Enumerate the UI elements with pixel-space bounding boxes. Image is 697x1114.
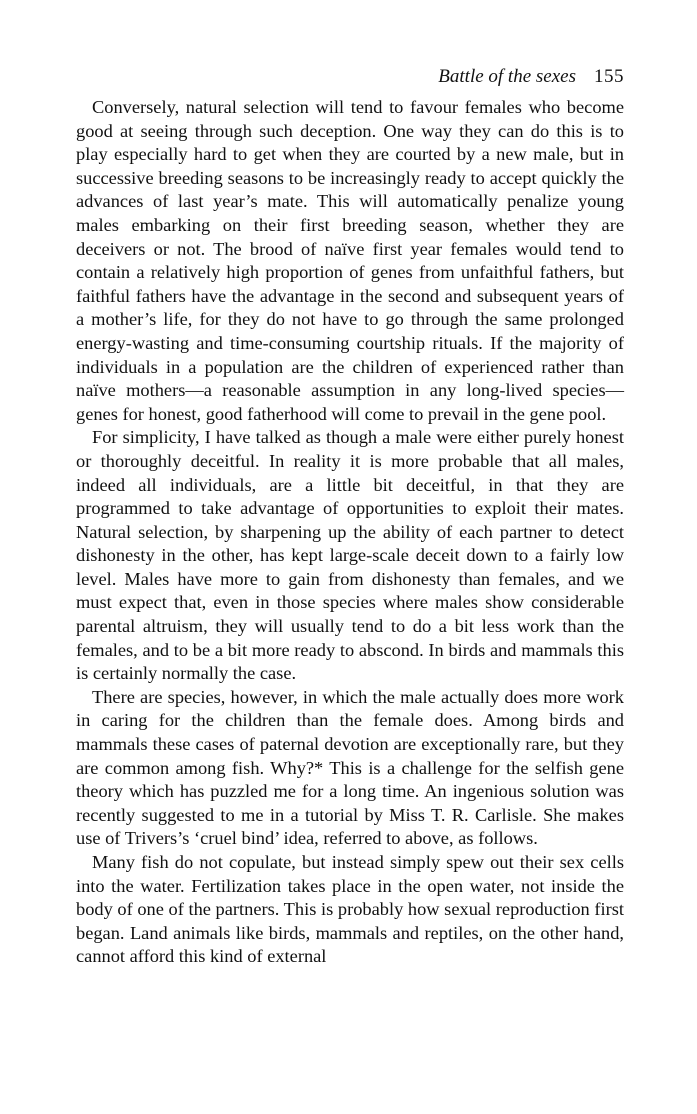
running-title: Battle of the sexes [438, 66, 576, 87]
paragraph: There are species, however, in which the male actually does more work in caring for the children than the female does. Among birds and mammals these cases of paternal devotion are exceptionally rare, but they are common among fish. Why?* This is a challenge for the selfish gene theory which has puzzled me for a long time. An ingenious solution was recently suggested to me in a tutorial by Miss T. R. Carlisle. She makes use of Trivers’s ‘cruel bind’ idea, referred to above, as follows. [76, 686, 624, 849]
paragraph: Conversely, natural selection will tend to favour females who become good at seeing through such deception. One way they can do this is to play especially hard to get when they are courted by a new male, but in successive breeding seasons to be increasingly ready to accept quickly the advances of last year’s mate. This will automatically penalize young males embarking on their first breeding season, whether they are deceivers or not. The brood of naïve first year females would tend to contain a relatively high proportion of genes from unfaithful fathers, but faithful fathers have the advantage in the second and subsequent years of a mother’s life, for they do not have to go through the same prolonged energy-wasting and time-consuming courtship rituals. If the majority of individuals in a population are the children of experienced rather than naïve mothers—a reasonable assumption in any long-lived species—genes for honest, good fatherhood will come to prevail in the gene pool. [76, 97, 624, 424]
paragraph: Many fish do not copulate, but instead simply spew out their sex cells into the water. Fertilization takes place in the open water, not inside the body of one of the partners. This is probably how sexual reproduction first began. Land animals like birds, mammals and reptiles, on the other hand, cannot afford this kind of external [76, 852, 624, 967]
running-head [76, 66, 624, 96]
page-number: 155 [594, 66, 624, 87]
paragraph: For simplicity, I have talked as though a male were either purely honest or thoroughly deceitful. In reality it is more probable that all males, indeed all individuals, are a little bit deceitful, in that they are programmed to take advantage of opportunities to exploit their mates. Natural selection, by sharpening up the ability of each partner to detect dishonesty in the other, has kept large-scale deceit down to a fairly low level. Males have more to gain from dishonesty than females, and we must expect that, even in those species where males show considerable parental altruism, they will usually tend to do a bit less work than the females, and to be a bit more ready to abscond. In birds and mammals this is certainly normally the case. [76, 427, 624, 684]
body-text [76, 96, 624, 969]
book-page [76, 66, 624, 969]
